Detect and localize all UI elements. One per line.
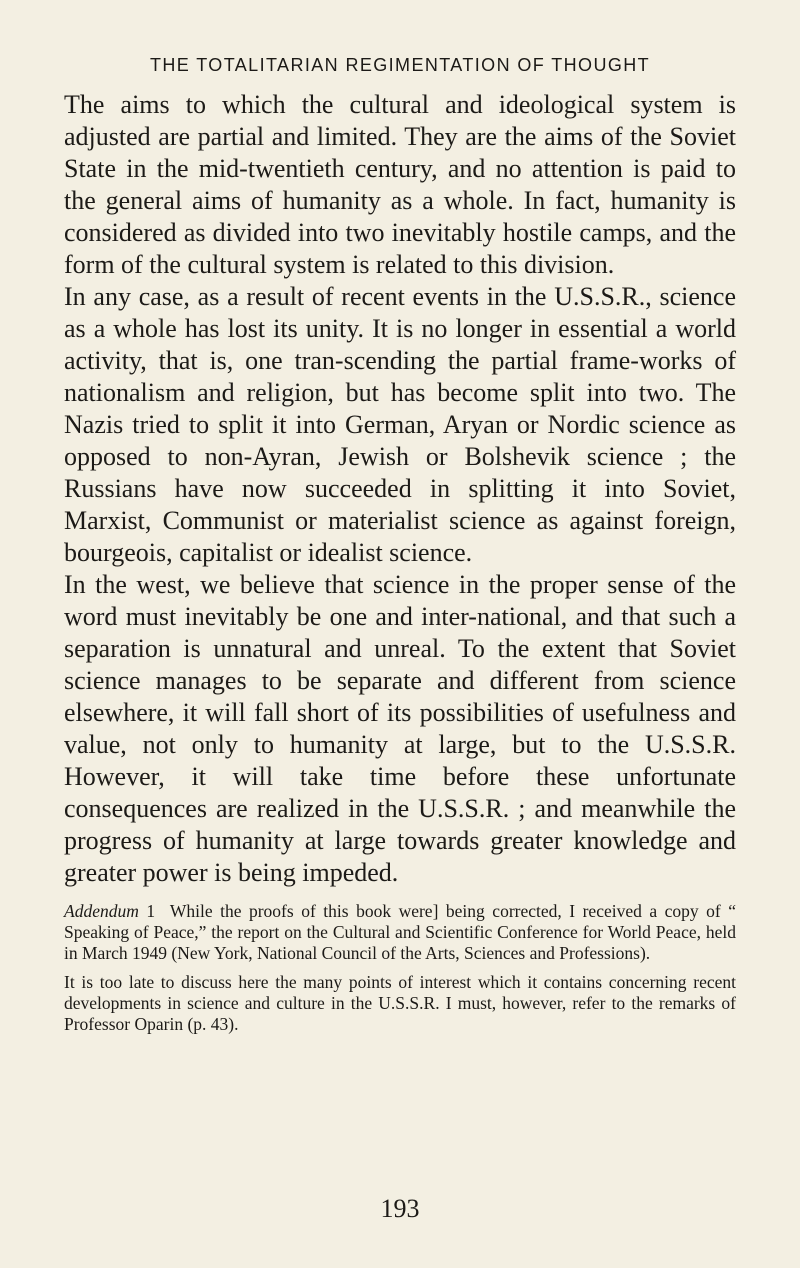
running-head: THE TOTALITARIAN REGIMENTATION OF THOUGHT (149, 55, 651, 75)
page-number: 193 (380, 1194, 420, 1223)
addendum-paragraph-1 (64, 901, 736, 964)
addendum (64, 901, 736, 1035)
page (64, 52, 736, 1035)
body-paragraph-2: In any case, as a result of recent events in the U.S.S.R., science as a whole has lost its unity. It is no longer in essential a world activity, that is, one tran-scending the partial frame-works of nationalism and religion, but has become split into two. The Nazis tried to split it into German, Aryan or Nordic science as opposed to non-Ayran, Jewish or Bolshevik science ; the Russians have now succeeded in splitting it into Soviet, Marxist, Communist or materialist science as against foreign, bourgeois, capitalist or idealist science. (64, 282, 736, 567)
body-paragraph-1: The aims to which the cultural and ideological system is adjusted are partial and limited. They are the aims of the Soviet State in the mid-twentieth century, and no attention is paid to the general aims of humanity as a whole. In fact, humanity is considered as divided into two inevitably hostile camps, and the form of the cultural system is related to this division. (64, 90, 736, 279)
addendum-label: Addendum (64, 901, 139, 921)
addendum-text-1: While the proofs of this book were] being corrected, I received a copy of “ Speaking of Peace,” the report on the Cultural and Scientific Conference for World Peace, held in March 1949 (New York, National Council of the Arts, Sciences and Professions). (64, 901, 737, 963)
body-paragraph-3: In the west, we believe that science in the proper sense of the word must inevitably be one and inter-national, and that such a separation is unnatural and unreal. To the extent that Soviet science manages to be separate and different from science elsewhere, it will fall short of its possibilities of usefulness and value, not only to humanity at large, but to the U.S.S.R. However, it will take time before these unfortunate consequences are realized in the U.S.S.R. ; and meanwhile the progress of humanity at large towards greater knowledge and greater power is being impeded. (64, 570, 736, 887)
addendum-paragraph-2: It is too late to discuss here the many points of interest which it contains concerning recent developments in science and culture in the U.S.S.R. I must, however, refer to the remarks of Professor Oparin (p. 43). (64, 972, 736, 1034)
addendum-number: 1 (146, 901, 156, 921)
